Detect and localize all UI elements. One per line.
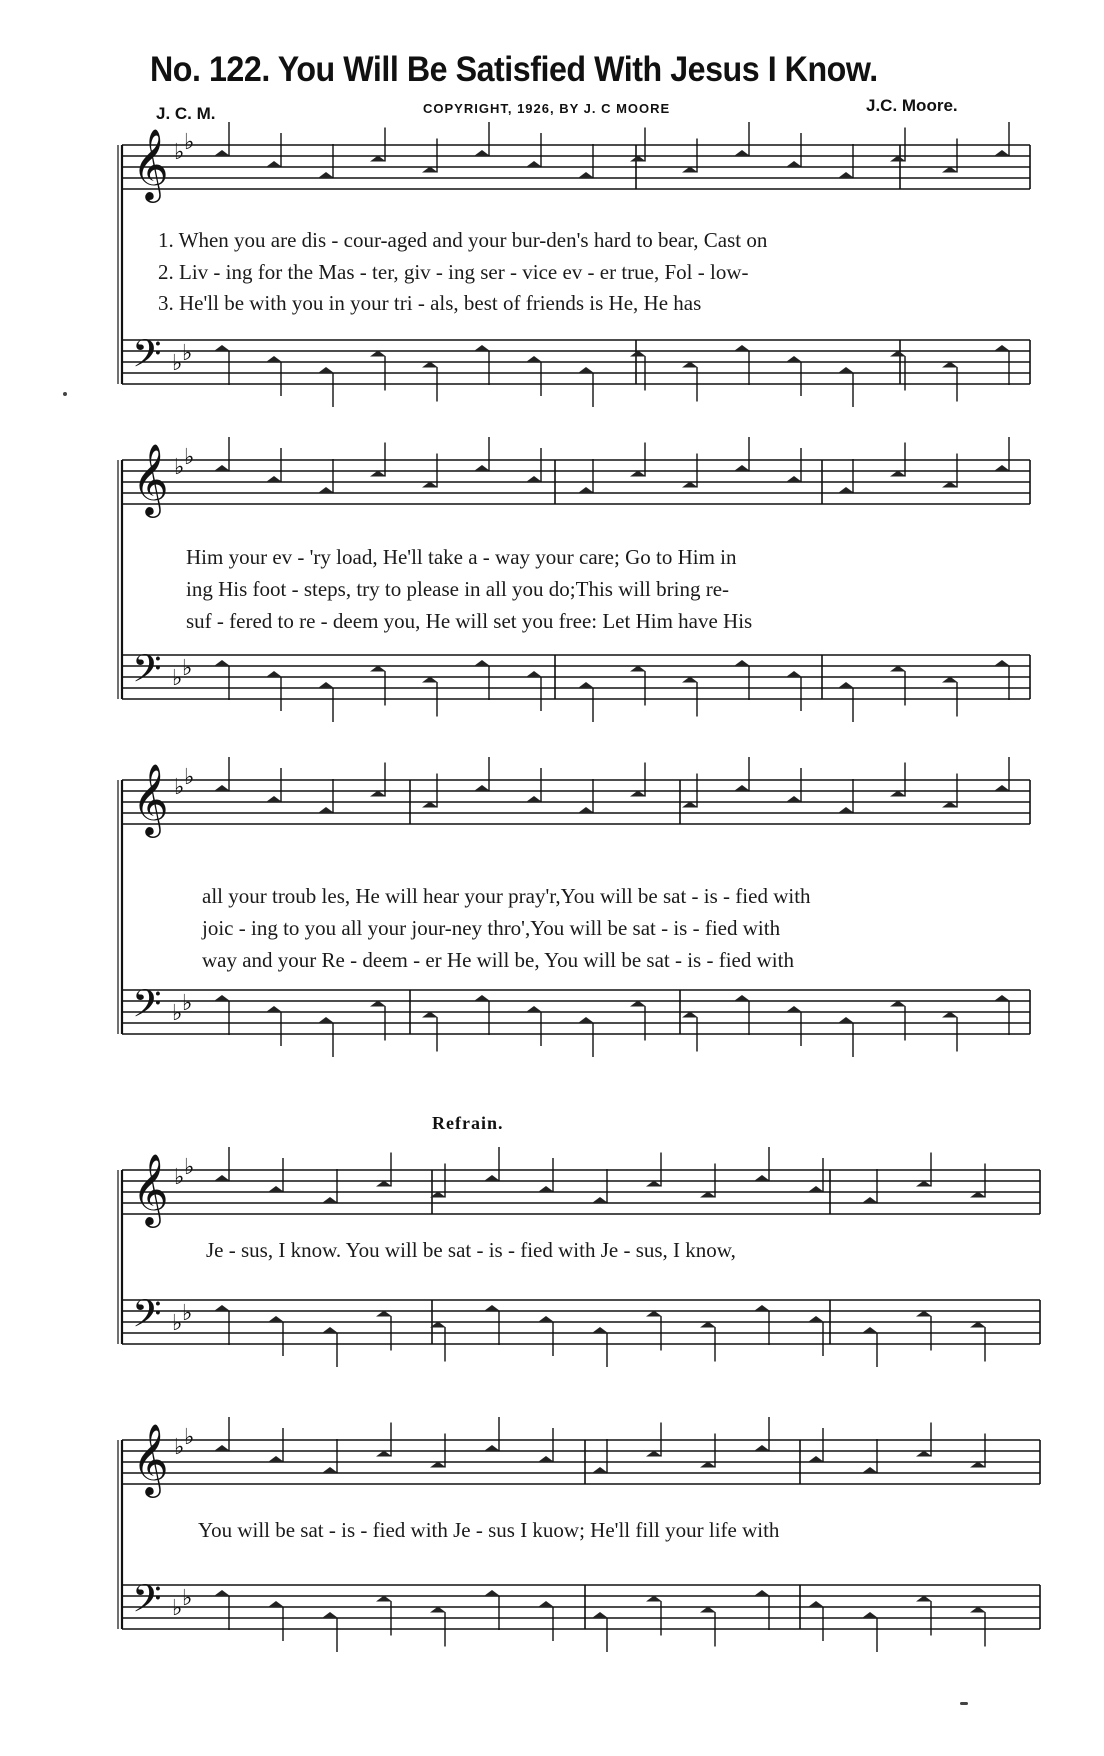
refrain-label: Refrain. <box>432 1113 504 1133</box>
shape-note-head <box>322 1197 338 1203</box>
shape-note-head <box>474 995 490 1001</box>
flat-icon: ♭ <box>174 1165 185 1190</box>
page-speck <box>960 1702 968 1705</box>
shape-note-head <box>786 476 802 482</box>
bass-clef-icon: 𝄢 <box>132 646 162 700</box>
shape-note-head <box>578 682 594 688</box>
shape-note-head <box>266 1006 282 1012</box>
shape-note-head <box>526 796 542 802</box>
shape-note-head <box>538 1316 554 1322</box>
shape-note-head <box>526 671 542 677</box>
flat-icon: ♭ <box>184 765 195 790</box>
bass-clef-icon: 𝄢 <box>132 1291 162 1345</box>
shape-note-head <box>318 807 334 813</box>
shape-note-head <box>838 1017 854 1023</box>
shape-note-head <box>592 1467 608 1473</box>
shape-note-head <box>266 356 282 362</box>
shape-note-head <box>268 1456 284 1462</box>
shape-note-head <box>838 172 854 178</box>
lyric-line: 2. Liv - ing for the Mas - ter, giv - ing ser - vice ev - er true, Fol - low- <box>158 260 749 284</box>
shape-note-head <box>808 1456 824 1462</box>
flat-icon: ♭ <box>184 1155 195 1180</box>
flat-icon: ♭ <box>184 445 195 470</box>
flat-icon: ♭ <box>174 455 185 480</box>
shape-note-head <box>526 161 542 167</box>
shape-note-head <box>592 1197 608 1203</box>
shape-note-head <box>578 1017 594 1023</box>
shape-note-head <box>214 345 230 351</box>
shape-note-head <box>754 1305 770 1311</box>
flat-icon: ♭ <box>172 666 183 691</box>
shape-note-head <box>214 785 230 791</box>
shape-note-head <box>592 1612 608 1618</box>
shape-note-head <box>994 150 1010 156</box>
shape-note-head <box>474 660 490 666</box>
flat-icon: ♭ <box>172 1596 183 1621</box>
bass-clef-icon: 𝄢 <box>132 331 162 385</box>
shape-note-head <box>322 1327 338 1333</box>
flat-icon: ♭ <box>182 991 193 1016</box>
shape-note-head <box>474 465 490 471</box>
shape-note-head <box>214 1445 230 1451</box>
shape-note-head <box>994 465 1010 471</box>
lyric-line: Je - sus, I know. You will be sat - is - fied with Je - sus, I know, <box>206 1238 736 1262</box>
shape-note-head <box>786 671 802 677</box>
shape-note-head <box>734 345 750 351</box>
shape-note-head <box>862 1197 878 1203</box>
shape-note-head <box>484 1175 500 1181</box>
shape-note-head <box>318 172 334 178</box>
flat-icon: ♭ <box>174 140 185 165</box>
shape-note-head <box>266 671 282 677</box>
shape-note-head <box>838 807 854 813</box>
shape-note-head <box>786 1006 802 1012</box>
shape-note-head <box>268 1316 284 1322</box>
flat-icon: ♭ <box>182 656 193 681</box>
shape-note-head <box>994 660 1010 666</box>
shape-note-head <box>322 1612 338 1618</box>
shape-note-head <box>484 1590 500 1596</box>
flat-icon: ♭ <box>174 775 185 800</box>
shape-note-head <box>754 1590 770 1596</box>
shape-note-head <box>786 796 802 802</box>
shape-note-head <box>838 682 854 688</box>
shape-note-head <box>214 150 230 156</box>
shape-note-head <box>484 1305 500 1311</box>
shape-note-head <box>474 150 490 156</box>
shape-note-head <box>474 785 490 791</box>
flat-icon: ♭ <box>174 1435 185 1460</box>
shape-note-head <box>786 161 802 167</box>
flat-icon: ♭ <box>172 1001 183 1026</box>
flat-icon: ♭ <box>182 341 193 366</box>
shape-note-head <box>268 1601 284 1607</box>
shape-note-head <box>538 1456 554 1462</box>
bass-clef-icon: 𝄢 <box>132 981 162 1035</box>
lyric-line: Him your ev - 'ry load, He'll take a - way your care; Go to Him in <box>186 545 737 569</box>
shape-note-head <box>862 1612 878 1618</box>
lyric-line: 1. When you are dis - cour-aged and your bur-den's hard to bear, Cast on <box>158 228 768 252</box>
shape-note-head <box>526 356 542 362</box>
lyric-line: You will be sat - is - fied with Je - sus I kuow; He'll fill your life with <box>198 1518 780 1542</box>
shape-note-head <box>484 1445 500 1451</box>
treble-clef-icon: 𝄞 <box>132 762 169 835</box>
shape-note-head <box>838 367 854 373</box>
flat-icon: ♭ <box>182 1301 193 1326</box>
shape-note-head <box>838 487 854 493</box>
shape-note-head <box>214 660 230 666</box>
shape-note-head <box>808 1186 824 1192</box>
shape-note-head <box>214 465 230 471</box>
copyright-notice: COPYRIGHT, 1926, BY J. C MOORE <box>423 101 671 116</box>
shape-note-head <box>318 487 334 493</box>
shape-note-head <box>318 367 334 373</box>
shape-note-head <box>526 476 542 482</box>
treble-clef-icon: 𝄞 <box>132 442 169 515</box>
shape-note-head <box>266 796 282 802</box>
shape-note-head <box>862 1327 878 1333</box>
treble-clef-icon: 𝄞 <box>132 127 169 200</box>
shape-note-head <box>734 660 750 666</box>
shape-note-head <box>578 807 594 813</box>
composer-name: J.C. Moore. <box>866 96 958 115</box>
lyric-line: suf - fered to re - deem you, He will set you free: Let Him have His <box>186 609 753 633</box>
flat-icon: ♭ <box>182 1586 193 1611</box>
shape-note-head <box>318 682 334 688</box>
shape-note-head <box>266 476 282 482</box>
flat-icon: ♭ <box>172 351 183 376</box>
shape-note-head <box>786 356 802 362</box>
lyric-line: way and your Re - deem - er He will be, You will be sat - is - fied with <box>202 948 794 972</box>
flat-icon: ♭ <box>184 130 195 155</box>
treble-clef-icon: 𝄞 <box>132 1152 169 1225</box>
lyric-line: joic - ing to you all your jour-ney thro',You will be sat - is - fied with <box>202 916 781 940</box>
lyric-line: all your troub les, He will hear your pray'r,You will be sat - is - fied with <box>202 884 811 908</box>
bass-clef-icon: 𝄢 <box>132 1576 162 1630</box>
shape-note-head <box>318 1017 334 1023</box>
lyric-line: 3. He'll be with you in your tri - als, best of friends is He, He has <box>158 291 702 315</box>
shape-note-head <box>214 995 230 1001</box>
shape-note-head <box>734 785 750 791</box>
shape-note-head <box>538 1186 554 1192</box>
shape-note-head <box>994 345 1010 351</box>
shape-note-head <box>322 1467 338 1473</box>
lyric-line: ing His foot - steps, try to please in all you do;This will bring re- <box>186 577 730 601</box>
shape-note-head <box>214 1590 230 1596</box>
shape-note-head <box>994 785 1010 791</box>
shape-note-head <box>526 1006 542 1012</box>
shape-note-head <box>268 1186 284 1192</box>
shape-note-head <box>578 172 594 178</box>
shape-note-head <box>538 1601 554 1607</box>
shape-note-head <box>214 1305 230 1311</box>
shape-note-head <box>578 367 594 373</box>
shape-note-head <box>266 161 282 167</box>
lyricist-initials: J. C. M. <box>156 104 216 123</box>
treble-clef-icon: 𝄞 <box>132 1422 169 1495</box>
shape-note-head <box>754 1175 770 1181</box>
shape-note-head <box>734 995 750 1001</box>
shape-note-head <box>214 1175 230 1181</box>
flat-icon: ♭ <box>172 1311 183 1336</box>
shape-note-head <box>808 1316 824 1322</box>
shape-note-head <box>808 1601 824 1607</box>
shape-note-head <box>734 465 750 471</box>
page-speck <box>63 392 67 396</box>
shape-note-head <box>754 1445 770 1451</box>
shape-note-head <box>592 1327 608 1333</box>
shape-note-head <box>994 995 1010 1001</box>
shape-note-head <box>578 487 594 493</box>
shape-note-head <box>862 1467 878 1473</box>
flat-icon: ♭ <box>184 1425 195 1450</box>
hymn-title: No. 122. You Will Be Satisfied With Jesus I Know. <box>150 50 878 89</box>
shape-note-head <box>474 345 490 351</box>
shape-note-head <box>734 150 750 156</box>
